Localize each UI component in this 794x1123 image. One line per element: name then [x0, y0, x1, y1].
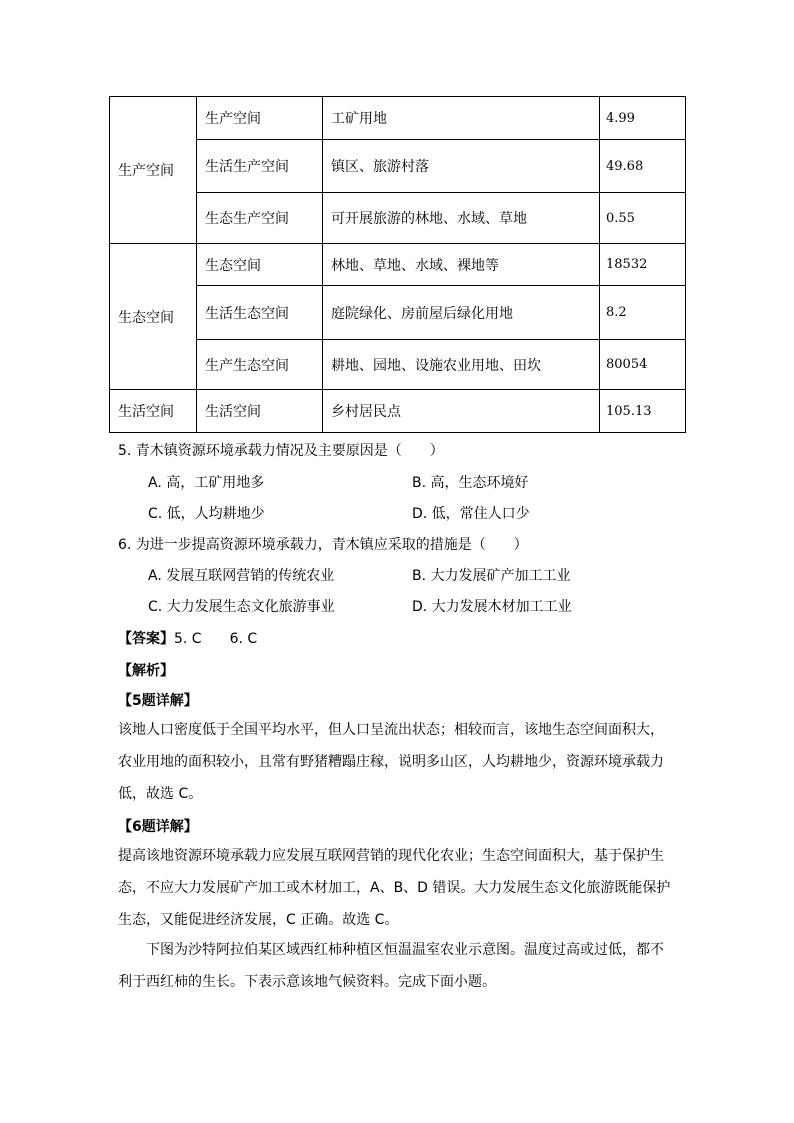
category-cell: 生产空间	[110, 97, 197, 244]
text-line: 生态，又能促进经济发展，C 正确。故选 C。	[118, 912, 399, 928]
value-cell: 18532	[600, 244, 686, 286]
text-line: 农业用地的面积较小，且常有野猪糟蹋庄稼，说明多山区，人均耕地少，资源环境承载力	[118, 754, 664, 770]
type-cell: 生活空间	[197, 390, 323, 433]
value-cell: 0.55	[600, 193, 686, 244]
value-cell: 49.68	[600, 140, 686, 193]
value-cell: 8.2	[600, 286, 686, 340]
question-5-option-a: A. 高，工矿用地多	[148, 475, 265, 491]
q5-detail-text	[118, 714, 678, 810]
q5-detail-heading: 【5题详解】	[118, 693, 198, 709]
question-6-option-a: A. 发展互联网营销的传统农业	[148, 568, 335, 584]
question-5-option-c: C. 低，人均耕地少	[148, 506, 265, 522]
value-cell: 105.13	[600, 390, 686, 433]
land-cell: 镇区、旅游村落	[323, 140, 600, 193]
type-cell: 生活生产空间	[197, 140, 323, 193]
table-row	[110, 390, 686, 433]
table-row	[110, 140, 686, 193]
q6-detail-text	[118, 840, 678, 936]
answer-label: 【答案】	[118, 631, 174, 647]
text-line: 提高该地资源环境承载力应发展互联网营销的现代化农业；生态空间面积大，基于保护生	[118, 848, 664, 864]
text-line: 利于西红柿的生长。下表示意该地气候资料。完成下面小题。	[118, 974, 496, 990]
text-line: 低，故选 C。	[118, 786, 203, 802]
question-5-option-d: D. 低，常住人口少	[412, 506, 530, 522]
category-cell: 生态空间	[110, 244, 197, 390]
question-6-stem: 6. 为进一步提高资源环境承载力，青木镇应采取的措施是（ ）	[118, 537, 528, 553]
table-row	[110, 340, 686, 390]
answer-text: 5. C 6. C	[174, 631, 258, 647]
land-cell: 工矿用地	[323, 97, 600, 140]
table-row	[110, 97, 686, 140]
question-5-option-b: B. 高，生态环境好	[412, 475, 529, 491]
answer-line	[118, 628, 257, 648]
land-cell: 可开展旅游的林地、水域、草地	[323, 193, 600, 244]
value-cell: 4.99	[600, 97, 686, 140]
land-use-table	[109, 96, 686, 433]
table-row	[110, 286, 686, 340]
question-6-option-b: B. 大力发展矿产加工工业	[412, 568, 571, 584]
question-5-stem: 5. 青木镇资源环境承载力情况及主要原因是（ ）	[118, 443, 444, 459]
text-line: 态，不应大力发展矿产加工或木材加工，A、B、D 错误。大力发展生态文化旅游既能保护	[118, 880, 671, 896]
type-cell: 生态空间	[197, 244, 323, 286]
land-cell: 乡村居民点	[323, 390, 600, 433]
land-cell: 庭院绿化、房前屋后绿化用地	[323, 286, 600, 340]
table-row	[110, 244, 686, 286]
next-question-intro	[118, 934, 678, 998]
text-line: 下图为沙特阿拉伯某区域西红柿种植区恒温温室农业示意图。温度过高或过低，都不	[146, 942, 664, 958]
type-cell: 生活生态空间	[197, 286, 323, 340]
type-cell: 生产空间	[197, 97, 323, 140]
q6-detail-heading: 【6题详解】	[118, 819, 198, 835]
question-6-option-d: D. 大力发展木材加工工业	[412, 599, 572, 615]
land-cell: 耕地、园地、设施农业用地、田坎	[323, 340, 600, 390]
type-cell: 生产生态空间	[197, 340, 323, 390]
analysis-label: 【解析】	[118, 663, 174, 679]
type-cell: 生态生产空间	[197, 193, 323, 244]
table-row	[110, 193, 686, 244]
question-6-option-c: C. 大力发展生态文化旅游事业	[148, 599, 335, 615]
land-cell: 林地、草地、水域、裸地等	[323, 244, 600, 286]
value-cell: 80054	[600, 340, 686, 390]
text-line: 该地人口密度低于全国平均水平，但人口呈流出状态；相较而言，该地生态空间面积大，	[118, 722, 664, 738]
category-cell: 生活空间	[110, 390, 197, 433]
